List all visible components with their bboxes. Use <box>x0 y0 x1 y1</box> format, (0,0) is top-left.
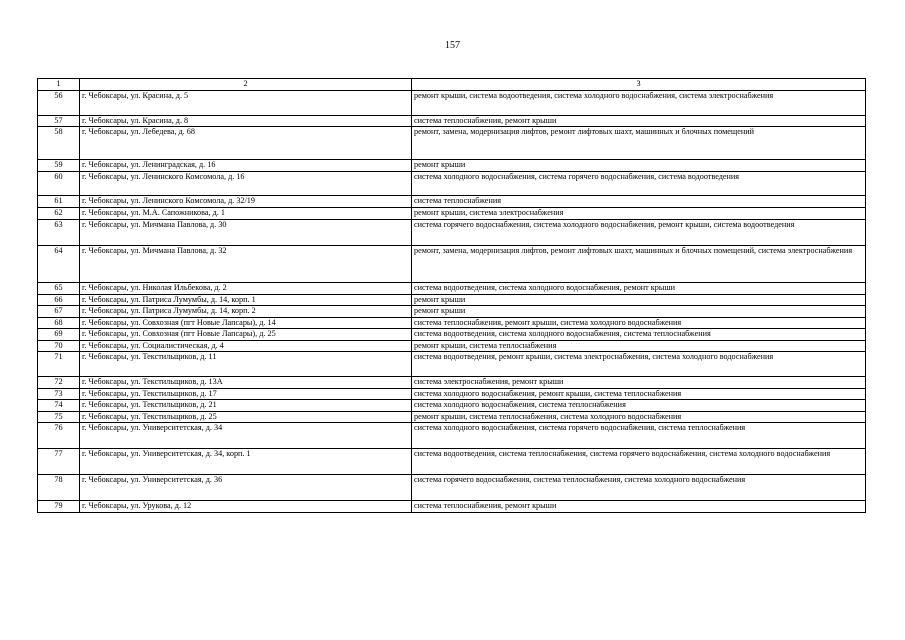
row-address-cell: г. Чебоксары, ул. Университетская, д. 34, корп. 1 <box>80 449 412 475</box>
table-row <box>38 294 866 306</box>
table-row <box>38 127 866 160</box>
table-row <box>38 219 866 245</box>
row-address-cell: г. Чебоксары, ул. Патриса Лумумбы, д. 14, корп. 1 <box>80 294 412 306</box>
table-row <box>38 90 866 115</box>
header-cell-works: 3 <box>412 79 866 91</box>
row-address-cell: г. Чебоксары, ул. Совхозная (пгт Новые Лапсары), д. 14 <box>80 317 412 329</box>
row-works-cell: ремонт крыши, система электроснабжения <box>412 208 866 220</box>
row-number-cell: 62 <box>38 208 80 220</box>
table-row <box>38 172 866 196</box>
row-number-cell: 72 <box>38 377 80 389</box>
table-row <box>38 449 866 475</box>
row-works-cell: система теплоснабжения, ремонт крыши <box>412 115 866 127</box>
table-row <box>38 160 866 172</box>
row-address-cell: г. Чебоксары, ул. Ленинского Комсомола, д. 16 <box>80 172 412 196</box>
row-number-cell: 74 <box>38 400 80 412</box>
row-address-cell: г. Чебоксары, ул. Текстильщиков, д. 13А <box>80 377 412 389</box>
row-address-cell: г. Чебоксары, ул. Совхозная (пгт Новые Лапсары), д. 25 <box>80 329 412 341</box>
table-body <box>38 79 866 513</box>
row-works-cell: система теплоснабжения, ремонт крыши <box>412 501 866 513</box>
row-works-cell: ремонт, замена, модернизация лифтов, ремонт лифтовых шахт, машинных и блочных помещений, система электроснабжения <box>412 245 866 282</box>
row-address-cell: г. Чебоксары, ул. М.А. Сапожникова, д. 1 <box>80 208 412 220</box>
row-address-cell: г. Чебоксары, ул. Николая Ильбекова, д. 2 <box>80 282 412 294</box>
table-row <box>38 340 866 352</box>
row-number-cell: 73 <box>38 388 80 400</box>
row-works-cell: ремонт крыши, система теплоснабжения <box>412 340 866 352</box>
row-address-cell: г. Чебоксары, ул. Мичмана Павлова, д. 30 <box>80 219 412 245</box>
row-works-cell: ремонт крыши <box>412 160 866 172</box>
row-address-cell: г. Чебоксары, ул. Текстильщиков, д. 25 <box>80 411 412 423</box>
table-row <box>38 317 866 329</box>
row-number-cell: 70 <box>38 340 80 352</box>
row-address-cell: г. Чебоксары, ул. Ленинского Комсомола, д. 32/19 <box>80 196 412 208</box>
row-works-cell: система холодного водоснабжения, система теплоснабжения <box>412 400 866 412</box>
table-row <box>38 423 866 449</box>
row-number-cell: 71 <box>38 352 80 377</box>
row-address-cell: г. Чебоксары, ул. Мичмана Павлова, д. 32 <box>80 245 412 282</box>
table-row <box>38 377 866 389</box>
row-address-cell: г. Чебоксары, ул. Красина, д. 8 <box>80 115 412 127</box>
row-number-cell: 68 <box>38 317 80 329</box>
table-row <box>38 115 866 127</box>
header-cell-number: 1 <box>38 79 80 91</box>
row-number-cell: 77 <box>38 449 80 475</box>
row-address-cell: г. Чебоксары, ул. Красина, д. 5 <box>80 90 412 115</box>
table-row <box>38 411 866 423</box>
row-number-cell: 60 <box>38 172 80 196</box>
row-works-cell: ремонт крыши, система водоотведения, система холодного водоснабжения, система электроснабжения <box>412 90 866 115</box>
row-address-cell: г. Чебоксары, ул. Ленинградская, д. 16 <box>80 160 412 172</box>
table-header-row <box>38 79 866 91</box>
row-address-cell: г. Чебоксары, ул. Университетская, д. 36 <box>80 475 412 501</box>
row-number-cell: 64 <box>38 245 80 282</box>
row-works-cell: система водоотведения, система холодного водоснабжения, система теплоснабжения <box>412 329 866 341</box>
table-row <box>38 400 866 412</box>
row-number-cell: 57 <box>38 115 80 127</box>
row-number-cell: 78 <box>38 475 80 501</box>
row-number-cell: 61 <box>38 196 80 208</box>
table-row <box>38 208 866 220</box>
row-works-cell: система водоотведения, ремонт крыши, система электроснабжения, система холодного водоснабжения <box>412 352 866 377</box>
row-number-cell: 59 <box>38 160 80 172</box>
row-address-cell: г. Чебоксары, ул. Текстильщиков, д. 11 <box>80 352 412 377</box>
row-works-cell: ремонт крыши <box>412 306 866 318</box>
row-works-cell: система водоотведения, система холодного водоснабжения, ремонт крыши <box>412 282 866 294</box>
table-row <box>38 306 866 318</box>
table-row <box>38 329 866 341</box>
row-number-cell: 56 <box>38 90 80 115</box>
table-row <box>38 282 866 294</box>
row-address-cell: г. Чебоксары, ул. Урукова, д. 12 <box>80 501 412 513</box>
table-row <box>38 475 866 501</box>
row-works-cell: ремонт, замена, модернизация лифтов, ремонт лифтовых шахт, машинных и блочных помещений <box>412 127 866 160</box>
table-row <box>38 501 866 513</box>
row-works-cell: система холодного водоснабжения, система горячего водоснабжения, система теплоснабжения <box>412 423 866 449</box>
page-number: 157 <box>445 40 460 51</box>
row-number-cell: 69 <box>38 329 80 341</box>
row-works-cell: система холодного водоснабжения, ремонт крыши, система теплоснабжения <box>412 388 866 400</box>
row-works-cell: система водоотведения, система теплоснабжения, система горячего водоснабжения, система холодного водоснабжения <box>412 449 866 475</box>
row-works-cell: система теплоснабжения, ремонт крыши, система холодного водоснабжения <box>412 317 866 329</box>
table-row <box>38 196 866 208</box>
buildings-table <box>37 78 866 513</box>
row-works-cell: система электроснабжения, ремонт крыши <box>412 377 866 389</box>
row-number-cell: 75 <box>38 411 80 423</box>
row-address-cell: г. Чебоксары, ул. Лебедева, д. 68 <box>80 127 412 160</box>
row-works-cell: ремонт крыши <box>412 294 866 306</box>
row-number-cell: 65 <box>38 282 80 294</box>
row-address-cell: г. Чебоксары, ул. Текстильщиков, д. 21 <box>80 400 412 412</box>
row-number-cell: 63 <box>38 219 80 245</box>
header-cell-address: 2 <box>80 79 412 91</box>
row-works-cell: ремонт крыши, система теплоснабжения, система холодного водоснабжения <box>412 411 866 423</box>
row-address-cell: г. Чебоксары, ул. Патриса Лумумбы, д. 14, корп. 2 <box>80 306 412 318</box>
row-works-cell: система горячего водоснабжения, система теплоснабжения, система холодного водоснабжения <box>412 475 866 501</box>
table-row <box>38 245 866 282</box>
row-number-cell: 67 <box>38 306 80 318</box>
table-row <box>38 388 866 400</box>
row-address-cell: г. Чебоксары, ул. Социалистическая, д. 4 <box>80 340 412 352</box>
row-works-cell: система холодного водоснабжения, система горячего водоснабжения, система водоотведения <box>412 172 866 196</box>
table-row <box>38 352 866 377</box>
row-works-cell: система горячего водоснабжения, система холодного водоснабжения, ремонт крыши, система водоотведения <box>412 219 866 245</box>
row-works-cell: система теплоснабжения <box>412 196 866 208</box>
row-number-cell: 76 <box>38 423 80 449</box>
row-number-cell: 79 <box>38 501 80 513</box>
row-number-cell: 66 <box>38 294 80 306</box>
row-address-cell: г. Чебоксары, ул. Текстильщиков, д. 17 <box>80 388 412 400</box>
row-address-cell: г. Чебоксары, ул. Университетская, д. 34 <box>80 423 412 449</box>
row-number-cell: 58 <box>38 127 80 160</box>
